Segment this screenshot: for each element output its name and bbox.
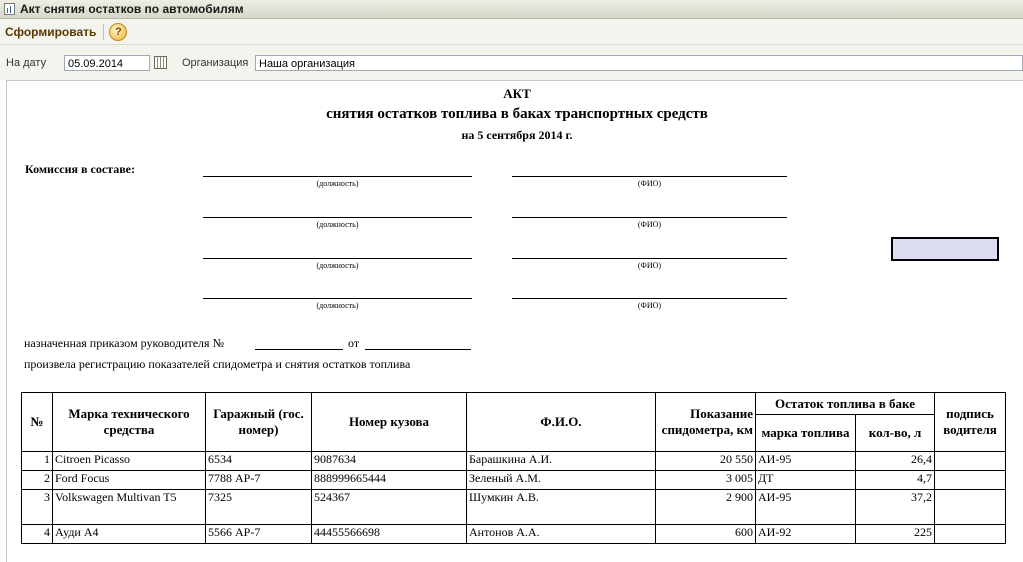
toolbar [0,19,1023,45]
row-body: 44455566698 [312,525,467,544]
row-body: 9087634 [312,452,467,471]
order-date-line [365,349,471,350]
name-line [512,176,787,177]
commission-label: Комиссия в составе: [25,162,135,176]
filter-panel [0,45,1023,80]
order-from-text: от [348,336,360,350]
table-row [22,471,1006,490]
row-garage: 7788 АР-7 [206,471,312,490]
row-qty: 4,7 [856,471,935,490]
row-qty: 37,2 [856,490,935,525]
row-qty: 26,4 [856,452,935,471]
row-num: 4 [22,525,53,544]
row-num: 1 [22,452,53,471]
name-caption: (ФИО) [637,301,662,310]
row-odometer: 600 [656,525,756,544]
position-caption: (должность) [316,261,359,270]
row-fuel: АИ-95 [756,490,856,525]
header-fuel-brand: марка топлива [756,415,856,452]
row-brand: Ford Focus [53,471,206,490]
performed-text: произвела регистрацию показателей спидометра и снятия остатков топлива [24,357,411,371]
organization-input[interactable]: Наша организация [255,55,1023,71]
table-row [22,490,1006,525]
row-num: 2 [22,471,53,490]
act-subtitle: снятия остатков топлива в баках транспортных средств [326,106,708,122]
row-brand: Citroen Picasso [53,452,206,471]
header-odometer: Показание спидометра, км [656,393,756,452]
row-signature [935,490,1006,525]
header-fio: Ф.И.О. [467,393,656,452]
row-signature [935,525,1006,544]
table-row [22,452,1006,471]
row-brand: Ауди А4 [53,525,206,544]
header-body: Номер кузова [312,393,467,452]
row-signature [935,452,1006,471]
position-caption: (должность) [316,301,359,310]
row-signature [935,471,1006,490]
selected-empty-cell[interactable] [891,237,999,261]
position-caption: (должность) [316,179,359,188]
calendar-icon[interactable] [154,56,167,69]
row-fio: Барашкина А.И. [467,452,656,471]
position-caption: (должность) [316,220,359,229]
position-line [203,258,472,259]
act-date: на 5 сентября 2014 г. [461,128,573,142]
name-caption: (ФИО) [637,220,662,229]
row-odometer: 2 900 [656,490,756,525]
position-line [203,217,472,218]
row-garage: 6534 [206,452,312,471]
name-line [512,258,787,259]
window-title: Акт снятия остатков по автомобилям [20,2,244,16]
row-fio: Зеленый А.М. [467,471,656,490]
header-fuel-qty: кол-во, л [856,415,935,452]
row-fio: Шумкин А.В. [467,490,656,525]
row-fio: Антонов А.А. [467,525,656,544]
row-body: 888999665444 [312,471,467,490]
row-odometer: 3 005 [656,471,756,490]
row-brand: Volkswagen Multivan T5 [53,490,206,525]
row-garage: 7325 [206,490,312,525]
row-fuel: АИ-92 [756,525,856,544]
name-line [512,298,787,299]
act-title: АКТ [503,86,531,101]
window-titlebar [0,0,1023,19]
header-num: № [22,393,53,452]
row-garage: 5566 АР-7 [206,525,312,544]
order-text: назначенная приказом руководителя № [24,336,225,350]
order-number-line [255,349,343,350]
generate-button[interactable]: Сформировать [5,24,97,39]
position-line [203,176,472,177]
row-fuel: АИ-95 [756,452,856,471]
row-body: 524367 [312,490,467,525]
name-caption: (ФИО) [637,261,662,270]
position-line [203,298,472,299]
header-brand: Марка технического средства [53,393,206,452]
report-app-icon [4,3,15,15]
toolbar-separator [103,24,104,40]
vehicles-table [21,392,1006,544]
row-fuel: ДТ [756,471,856,490]
name-caption: (ФИО) [637,179,662,188]
row-odometer: 20 550 [656,452,756,471]
header-garage: Гаражный (гос. номер) [206,393,312,452]
organization-label: Организация [182,57,249,69]
date-label: На дату [6,57,47,69]
report-document [6,80,1023,562]
row-qty: 225 [856,525,935,544]
header-signature: подпись водителя [935,393,1006,452]
date-input[interactable]: 05.09.2014 [64,55,150,71]
row-num: 3 [22,490,53,525]
table-row [22,525,1006,544]
help-icon[interactable]: ? [109,23,127,41]
header-fuel-group: Остаток топлива в баке [756,393,935,415]
name-line [512,217,787,218]
